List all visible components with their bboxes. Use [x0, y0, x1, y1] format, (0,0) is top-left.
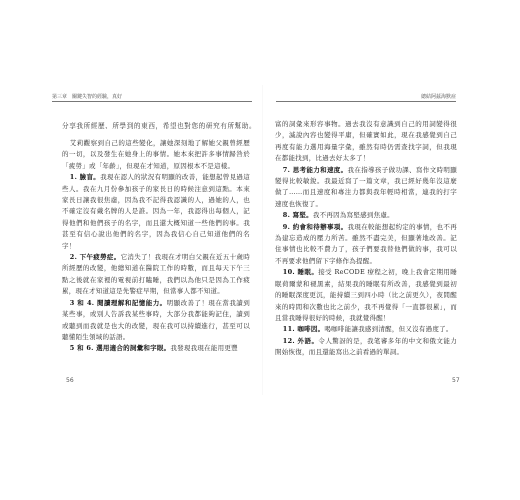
numbered-item — [275, 165, 457, 211]
item-text: 我在指導孩子做功課、寫作文時明顯變得比較敏銳。我最近寫了一篇文章，我已經好幾年沒這麼做了……而且速度和專注力都與我年輕時相當，連我的打字速度也恢復了。 — [275, 165, 457, 208]
right-header-rule — [276, 101, 456, 102]
numbered-item — [275, 222, 457, 268]
item-text: 我現在較能想起約定的事情，也不再為建忘造成的壓力所苦。雖然不盡完美，但顯著地改善。記住事情也比較不費力了，孩子們要我替他們做的事，我可以不再要求他們留下字條作為提醒。 — [275, 222, 457, 265]
item-heading: 5 和 6. 選用適合的詞彙和字眼。 — [69, 344, 171, 353]
left-running-header: 第三章 關鍵失智的經驗，真好 — [52, 94, 123, 100]
book-gutter — [262, 85, 263, 395]
right-running-header: 總結阿茲海默症 — [420, 94, 456, 100]
epigraph: 分享我所經歷、所學到的東西，希望也對您的研究有所幫助。 — [62, 122, 257, 130]
item-heading: 12. 外語。 — [282, 336, 319, 345]
paragraph-text: 艾莉觀察到自己的這些變化，讓她深刻地了解她父親曾經歷的一切，以及發生在她身上的事情。她本來把許多事情歸咎於「疲勞」或「年齡」，但現在才知道，原因根本不是這樣。 — [62, 139, 250, 170]
item-heading: 7. 思考能力和速度。 — [282, 165, 348, 174]
paragraph — [275, 119, 457, 165]
right-page-body — [275, 119, 457, 359]
item-heading: 10. 睡眠。 — [282, 268, 319, 277]
item-heading: 1. 臉盲。 — [69, 173, 101, 182]
item-text: 我現在認人的狀況有明顯的改善，能想起曾見過這些人。我在九月份參加孩子的家長日的時候注意到這點。本來家長日讓我很焦慮，因為我不記得我認識的人，過她的人，也不確定沒有戴名牌的人是誰。因為一年，我認得出每個人，記得他們和他們孩子的名字，而且還大概知道一些他們的事。我甚至有信心說出他們的名字，因為我信心自己知道他們的名字！ — [62, 173, 250, 250]
numbered-item — [275, 324, 457, 335]
paragraph — [62, 138, 250, 172]
item-heading: 2. 下午疲勞症。 — [69, 253, 121, 262]
item-text: 我發現我現在能用更豐 — [170, 344, 238, 353]
numbered-item — [62, 343, 250, 354]
numbered-item — [62, 298, 250, 344]
item-heading: 9. 約會和待辦事項。 — [282, 222, 348, 231]
item-text: 我不再因為寫堅感到焦慮。 — [312, 211, 394, 220]
item-text: 明顯改善了！現在當我讀到某些事，或別人告訴我某些事時，大部分我都能夠記住，讀到或聽到而我就是也大的改變，現在我可以持續進行，甚至可以聽懂陌生領域的話語。 — [62, 298, 250, 341]
numbered-item — [275, 210, 457, 221]
item-heading: 8. 寫堅。 — [282, 211, 313, 220]
numbered-item — [62, 252, 250, 298]
left-page-body — [62, 138, 250, 355]
item-heading: 3 和 4. 閱讀理解和記憶能力。 — [69, 298, 167, 307]
item-text: 喝咖啡能讓我感到清醒，但又沒有過度了。 — [324, 325, 453, 334]
paragraph-text: 富的詞彙來形容事物。過去我沒有意識到自己的用詞變得很少，滅說內容也變得平庸，但確實如此，現在我感覺到自己再度有能力選用海量字彙，雖然有時仍需查找字詞，但我現在都能找到，比過去好太多了！ — [275, 120, 457, 163]
left-header-rule — [52, 101, 252, 102]
numbered-item — [62, 172, 250, 252]
numbered-item — [275, 336, 457, 359]
item-text: 令人驚訝的是，我笔審多年的中文和俄文能力開始恢復，而且還能寫出之前看過的單詞。 — [275, 336, 458, 357]
numbered-item — [275, 267, 457, 324]
item-text: 接受 ReCODE 療程之初，晚上我會定期用睡眠荷爾蒙和褪黑素，結果我的睡眠有所改善，我感覺到最初的睡眠深度更沉，能持續三到四小時（比之前更久），夜間醒來的時間和次數也比之前少，我不再覺得「一直都很累」，而且當我睡得很好的時候，我就覺得醒！ — [275, 268, 457, 322]
right-page-number: 57 — [452, 377, 460, 384]
left-page-number: 56 — [66, 377, 74, 384]
item-text: 它消失了！我現在才明白父親在近五十歲時所經歷的改變，他總知道在醫院工作的時數，而且每天下午三點之後就在家裡的電視前打瞌睡，我們以為他只是因為工作疲累，現在才知道這是先警症早期，但當事人都不知道。 — [62, 253, 250, 296]
item-heading: 11. 咖啡因。 — [282, 325, 325, 334]
